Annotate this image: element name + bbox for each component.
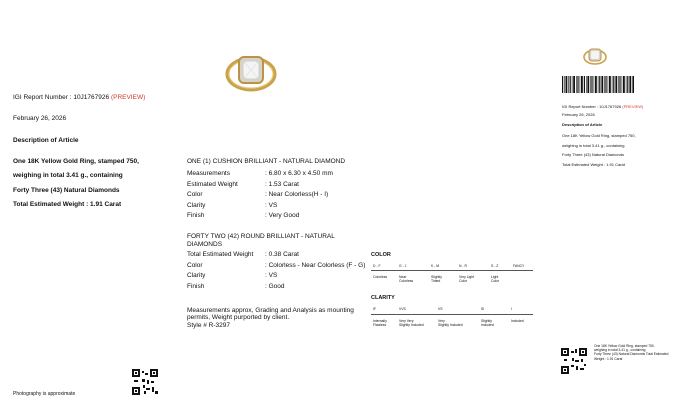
row-label: Finish (187, 212, 205, 219)
table-row (187, 272, 365, 283)
color-grade: FANCY (513, 264, 525, 268)
stone1-table (187, 170, 333, 223)
clarity-desc: Very Slightly Included (438, 319, 463, 328)
table-row (187, 181, 333, 192)
row-value: : Very Good (265, 212, 300, 219)
description-line: weighing in total 3.41 g., containing (13, 172, 123, 180)
note-line: permits, Weight purported by client. (187, 314, 290, 322)
color-scale (371, 262, 533, 292)
description-block (13, 155, 139, 212)
row-label: Clarity (187, 272, 206, 279)
stone1-title: ONE (1) CUSHION BRILLIANT - NATURAL DIAMOND (187, 158, 346, 165)
description-line: Total Estimated Weight : 1.91 Carat (13, 200, 122, 208)
small-description (594, 344, 668, 361)
qr-code (132, 369, 158, 395)
row-value: : VS (265, 272, 278, 279)
note-line: Style # R-3297 (187, 321, 230, 329)
color-scale-heading: COLOR (371, 252, 391, 258)
description-line: Forty Three (43) Natural Diamonds (562, 152, 624, 157)
row-label: Measurements (187, 170, 230, 177)
right-description-block (562, 131, 636, 169)
color-grade: S - Z (491, 264, 499, 268)
color-grade: K - M (431, 264, 440, 268)
row-value: : 1.53 Carat (265, 180, 299, 188)
note-line: Measurements approx, Grading and Analysis as mounting (187, 307, 354, 314)
description-line: weighing in total 3.41 g., containing (562, 142, 625, 148)
clarity-scale-heading: CLARITY (371, 295, 395, 301)
grading-note (187, 307, 354, 329)
color-desc: Near Colorless (399, 275, 414, 284)
report-date: February 26, 2026 (13, 115, 67, 122)
preview-badge: (PREVIEW) (110, 94, 146, 101)
qr-code-small (561, 348, 587, 374)
small-line: weighing in total 3.41 g., containing (594, 348, 646, 353)
preview-badge: (PREVIEW) (622, 104, 644, 109)
table-row (187, 191, 333, 202)
color-desc: Colorless (373, 275, 388, 279)
row-value: : 6.80 x 6.30 x 4.50 mm (265, 170, 333, 177)
barcode (562, 76, 634, 93)
ring-thumbnail (582, 44, 608, 68)
table-row (187, 251, 365, 262)
stone2-table (187, 251, 365, 293)
row-label: Estimated Weight (187, 180, 238, 188)
color-desc: Slightly Tinted (431, 275, 442, 284)
clarity-desc: Slightly Included (481, 319, 494, 328)
clarity-grade: IF (373, 307, 377, 311)
row-value: : VS (265, 201, 278, 209)
clarity-grade: SI (481, 307, 485, 311)
clarity-scale (371, 305, 533, 335)
description-line: Total Estimated Weight : 1.91 Carat (562, 161, 625, 167)
stone2-title (187, 233, 335, 248)
row-value: : Good (265, 282, 285, 290)
description-line: One 18K Yellow Gold Ring, stamped 750, (562, 133, 636, 138)
photo-note: Photography is approximate (13, 391, 76, 397)
report-number-label: IGI Report Number : 10J1767926 (562, 104, 622, 109)
color-grade: G - J (399, 264, 407, 268)
row-value: : 0.38 Carat (265, 251, 299, 258)
clarity-desc: Very Very Slightly Included (399, 319, 424, 328)
description-line: Forty Three (43) Natural Diamonds (13, 186, 120, 194)
row-label: Color (187, 191, 203, 198)
small-line: One 18K Yellow Gold Ring, stamped 750, (594, 344, 655, 348)
scale-line (371, 314, 533, 315)
row-label: Finish (187, 282, 205, 290)
right-report-number (562, 104, 643, 109)
small-line: Weight : 1.91 Carat (594, 356, 623, 361)
stone2-title-line: FORTY TWO (42) ROUND BRILLIANT - NATURAL (187, 233, 335, 240)
color-grade: D - F (373, 264, 381, 268)
description-heading: Description of Article (13, 137, 79, 144)
row-label: Clarity (187, 201, 206, 209)
color-desc: Very Light Color (459, 275, 475, 284)
color-grade: N - R (459, 264, 467, 268)
clarity-desc: Internally Flawless (373, 319, 387, 328)
table-row (187, 262, 365, 273)
clarity-grade: I (511, 307, 512, 311)
table-row (187, 212, 333, 223)
report-number-label: IGI Report Number : 10J1767926 (13, 94, 110, 101)
right-report-date: February 26, 2026 (562, 112, 595, 117)
clarity-grade: VS (438, 307, 443, 311)
table-row (187, 283, 365, 294)
report-number (13, 94, 145, 101)
clarity-grade: VVS (399, 307, 406, 311)
row-label: Total Estimated Weight (187, 251, 254, 258)
description-line: One 18K Yellow Gold Ring, stamped 750, (13, 158, 139, 165)
scale-line (371, 270, 533, 271)
ring-photo (222, 45, 280, 97)
clarity-desc: Included (511, 319, 524, 323)
small-line: Forty Three (43) Natural Diamonds Total Estimated (594, 352, 669, 357)
row-label: Color (187, 261, 203, 269)
color-desc: Light Color (491, 275, 500, 284)
right-description-heading: Description of Article (562, 122, 603, 127)
table-row (187, 170, 333, 181)
row-value: : Near Colorless(H - I) (265, 191, 329, 198)
stone2-title-line: DIAMONDS (187, 240, 223, 248)
row-value: : Colorless - Near Colorless (F - G) (265, 261, 366, 269)
table-row (187, 202, 333, 213)
